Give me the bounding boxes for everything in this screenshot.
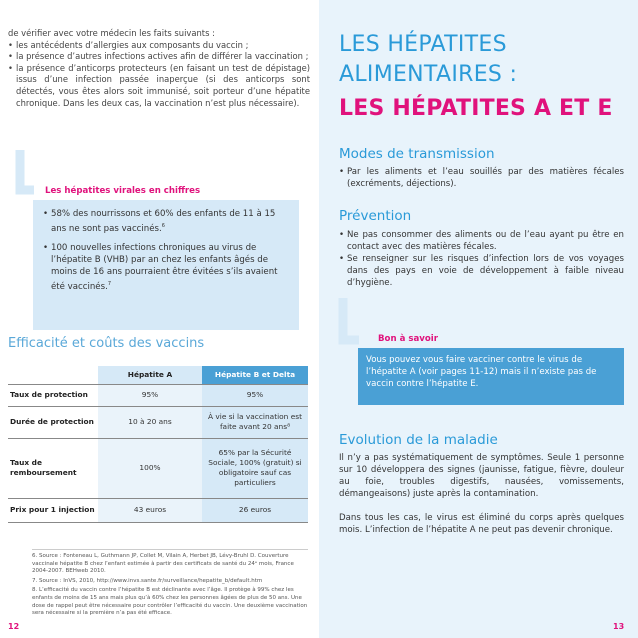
- section-title-costs: Efficacité et coûts des vaccins: [8, 336, 205, 351]
- table-row: Taux de protection 95% 95%: [8, 384, 308, 406]
- list-item: • la présence d’autres infections actives afin de différer la vaccination ;: [8, 51, 310, 63]
- footnote: 6. Source : Fonteneau L, Guthmann JP, Collet M, Vilain A, Herbet JB, Lévy-Bruhl D. Couverture vaccinale hépatite B chez l’enfant estimée à partir des certificats de santé du 24ᵉ mois, France 2004-2007. BEHweb 2010.: [32, 553, 294, 575]
- stats-title: Les hépatites virales en chiffres: [45, 186, 201, 196]
- list-item: • 58% des nourrissons et 60% des enfants de 11 à 15 ans ne sont pas vaccinés.$^6$: [43, 208, 289, 235]
- table-row: Durée de protection 10 à 20 ans À vie si la vaccination est faite avant 20 ans⁸: [8, 406, 308, 438]
- list-item: • les antécédents d’allergies aux composants du vaccin ;: [8, 40, 310, 52]
- section-title-evolution: Evolution de la maladie: [339, 432, 498, 448]
- prevention-block: [339, 229, 624, 289]
- page-title-highlight: LES HÉPATITES A ET E: [339, 96, 613, 121]
- table-header-row: [8, 366, 308, 384]
- corner-arrow-icon: [14, 150, 40, 200]
- paragraph: Il n’y a pas systématiquement de symptômes. Seule 1 personne sur 10 développera des signes (jaunisse, fatigue, fièvre, douleur au foie, troubles digestifs, nausées, vomissements, démangeaisons) juste après la contamination.: [339, 453, 624, 500]
- section-title-transmission: Modes de transmission: [339, 146, 495, 162]
- header-hepatite-b: Hépatite B et Delta: [202, 366, 308, 384]
- page-number-left: 12: [8, 622, 20, 631]
- tip-text: Vous pouvez vous faire vacciner contre le virus de l’hépatite A (voir pages 11-12) mais il n’existe pas de vaccin contre l’hépatite E.: [366, 355, 597, 390]
- table-row: Prix pour 1 injection 43 euros 26 euros: [8, 498, 308, 522]
- costs-table: [8, 366, 308, 523]
- list-item: • Par les aliments et l’eau souillés par des matières fécales (excréments, déjections).: [339, 166, 624, 190]
- list-item: • la présence d’anticorps protecteurs (en faisant un test de dépistage) issus d’une infection passée inaperçue (si des anticorps sont détectés, vous êtes alors soit immunisé, soit porteur d’une hépatite chronique. Dans les deux cas, la vaccination n’est plus nécessaire).: [8, 63, 310, 109]
- footnotes: [32, 549, 308, 620]
- tip-box: [358, 348, 624, 405]
- section-title-prevention: Prévention: [339, 208, 412, 224]
- list-item: • 100 nouvelles infections chroniques au virus de l’hépatite B (VHB) par an chez les enfants âgés de moins de 16 ans pourraient être évitées s’ils avaient été vaccinés.$^7$: [43, 242, 289, 293]
- corner-arrow-icon: [337, 298, 365, 350]
- footnote: 8. L’efficacité du vaccin contre l’hépatite B est déclinante avec l’âge. Il protège à 99% chez les enfants de moins de 15 ans mais plus qu’à 60% chez les personnes âgées de plus de 50 ans. Une dose de rappel peut être nécessaire pour contrôler l’efficacité du vaccin. Une deuxième vaccination sera nécessaire si la première n’a pas été efficace.: [32, 587, 308, 617]
- page-number-right: 13: [613, 622, 625, 631]
- footnote: 7. Source : InVS, 2010, http://www.invs.sante.fr/surveillance/hepatite_b/default.htm: [32, 577, 263, 584]
- transmission-block: [339, 166, 624, 190]
- tip-title: Bon à savoir: [378, 334, 438, 344]
- intro-block: [8, 28, 310, 109]
- paragraph: Dans tous les cas, le virus est éliminé du corps après quelques mois. L’infection de l’hépatite A ne peut pas devenir chronique.: [339, 513, 624, 536]
- stats-box: [33, 200, 299, 330]
- header-hepatite-a: Hépatite A: [98, 366, 202, 384]
- intro-bullets: [8, 40, 310, 110]
- table-row: Taux de remboursement 100% 65% par la Sécurité Sociale, 100% (gratuit) si obligatoire sauf cas particuliers: [8, 438, 308, 498]
- list-item: • Ne pas consommer des aliments ou de l’eau ayant pu être en contact avec des matières fécales.: [339, 229, 624, 253]
- page-title: LES HÉPATITES ALIMENTAIRES :: [339, 32, 518, 87]
- evolution-block: [339, 452, 624, 537]
- list-item: • Se renseigner sur les risques d’infection lors de vos voyages dans des pays en voie de développement à faible niveau d’hygiène.: [339, 253, 624, 289]
- intro-text: de vérifier avec votre médecin les faits suivants :: [8, 28, 215, 38]
